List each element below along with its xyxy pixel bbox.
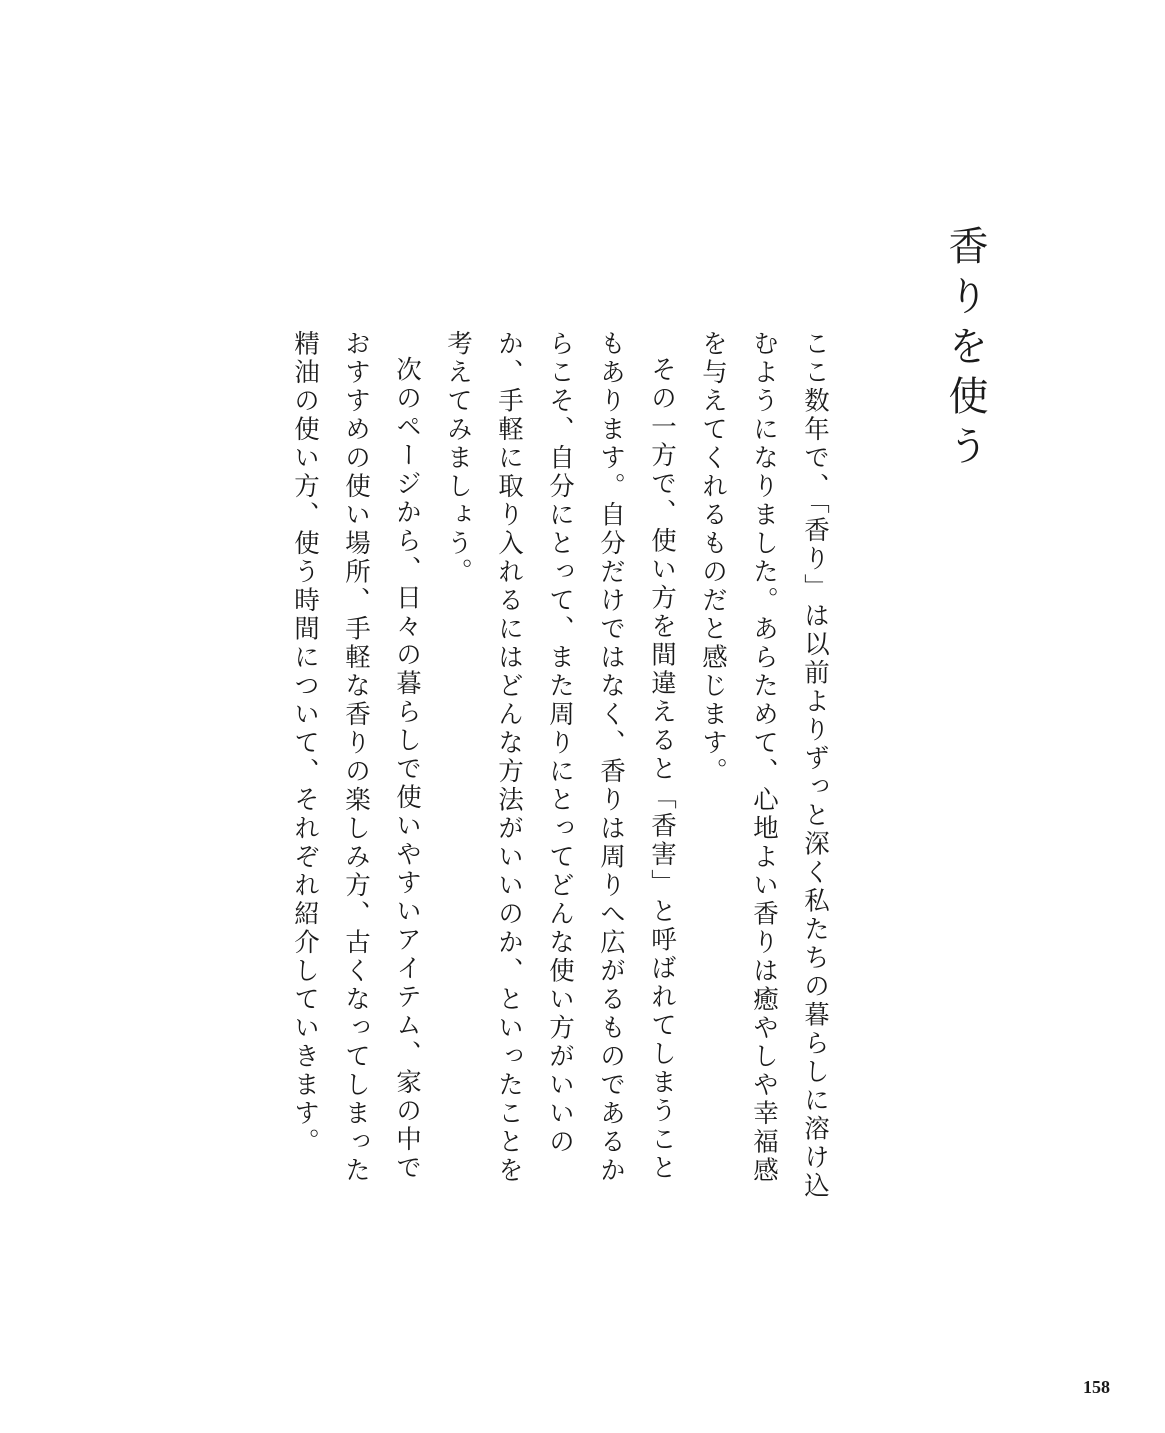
paragraph-1: ここ数年で、「香り」は以前よりずっと深く私たちの暮らしに溶け込むようになりました。あらためて、心地よい香りは癒やしや幸福感を与えてくれるものだと感じます。 [698, 330, 830, 1201]
body-text [290, 330, 840, 1210]
paragraph-2: その一方で、使い方を間違えると「香害」と呼ばれてしまうこともあります。自分だけではなく、香りは周りへ広がるものであるからこそ、自分にとって、また周りにとってどんな使い方がいいのか、手軽に取り入れるにはどんな方法がいいのか、といったことを考えてみましょう。 [443, 330, 677, 1185]
page-number: 158 [1083, 1377, 1110, 1397]
paragraph-3: 次のページから、日々の暮らしで使いやすいアイテム、家の中でおすすめの使い場所、手軽な香りの楽しみ方、古くなってしまった精油の使い方、使う時間について、それぞれ紹介していきます。 [290, 330, 422, 1185]
page-title: 香りを使う [942, 225, 988, 475]
